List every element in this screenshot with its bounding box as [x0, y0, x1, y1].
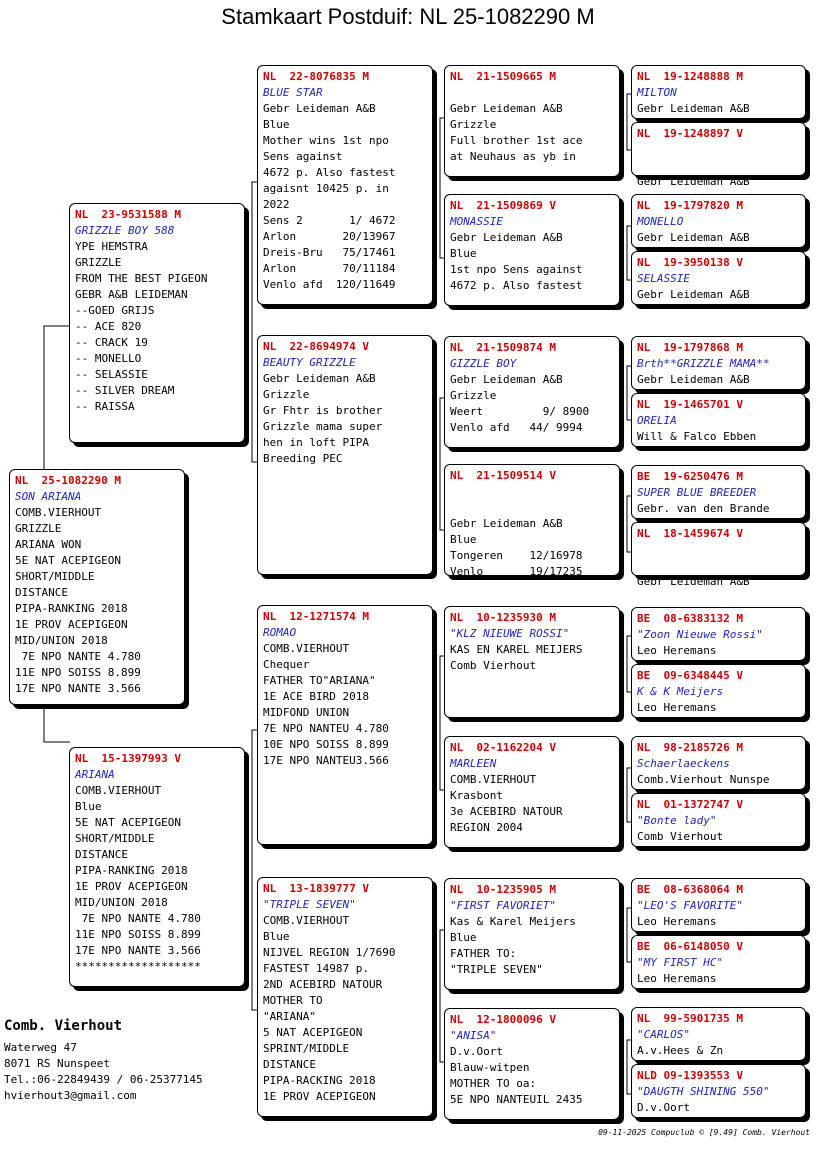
ring-number: BE 19-6250476 M — [637, 470, 743, 483]
pigeon-info-line: Tongeren 12/16978 — [450, 549, 583, 562]
ring-number: NL 12-1271574 M — [263, 610, 369, 623]
pigeon-card-sdd[interactable] — [444, 464, 620, 576]
pigeon-card-dam-sire[interactable] — [257, 605, 433, 845]
pigeon-info-line: Will & Falco Ebben — [637, 430, 757, 443]
pigeon-info-line: 5 NAT ACEPIGEON — [263, 1026, 363, 1039]
owner-email[interactable]: hvierhout3@gmail.com — [4, 1089, 137, 1102]
owner-name: Comb. Vierhout — [4, 1018, 123, 1034]
owner-address-line: 8071 RS Nunspeet — [4, 1057, 110, 1070]
pigeon-name: "TRIPLE SEVEN" — [263, 898, 356, 911]
ring-number: NL 19-1248888 M — [637, 70, 743, 83]
pigeon-info-line: Blauw-witpen — [450, 1061, 530, 1074]
pigeon-info-line: Leo Heremans — [637, 701, 717, 714]
pigeon-info-line: 17E NPO NANTE 3.566 — [75, 944, 201, 957]
ring-number: NL 25-1082290 M — [15, 474, 121, 487]
pigeon-info-line: GRIZZLE — [75, 256, 122, 269]
pigeon-info-line: Breeding PEC — [263, 452, 343, 465]
pigeon-info-line: Gebr Leideman A&B — [450, 517, 563, 530]
pigeon-info-line: Venlo 19/17235 — [450, 565, 583, 578]
pigeon-name: Schaerlaeckens — [637, 757, 730, 770]
pigeon-name: SON ARIANA — [15, 490, 82, 503]
pigeon-info-line: -- SELASSIE — [75, 368, 148, 381]
ring-number: NL 19-1465701 V — [637, 398, 743, 411]
pigeon-name: ROMAO — [263, 626, 297, 639]
pigeon-info-line: MID/UNION 2018 — [75, 896, 168, 909]
pigeon-card-g15[interactable] — [631, 1007, 806, 1061]
ring-number: NL 19-1248897 V — [637, 127, 743, 140]
pigeon-info-line: "ARIANA" — [263, 1010, 316, 1023]
pigeon-info-line: Grizzle — [450, 389, 497, 402]
pigeon-info-line: Grizzle mama super — [263, 420, 383, 433]
pigeon-info-line: Sens against — [263, 150, 343, 163]
pigeon-info-line: Grizzle — [450, 118, 497, 131]
pigeon-card-g12[interactable] — [631, 793, 806, 847]
pigeon-info-line: 7E NPO NANTE 4.780 — [15, 650, 141, 663]
pigeon-name: K & K Meijers — [637, 685, 724, 698]
pigeon-name: MARLEEN — [450, 757, 497, 770]
pigeon-card-g6[interactable] — [631, 393, 806, 447]
pigeon-info-line: Blue — [75, 800, 102, 813]
pigeon-name — [450, 484, 614, 500]
pigeon-info-line: 7E NPO NANTEU 4.780 — [263, 722, 389, 735]
pigeon-info-line: 7E NPO NANTE 4.780 — [75, 912, 201, 925]
pigeon-info-line: DISTANCE — [15, 586, 68, 599]
pigeon-info-line: 1E ACE BIRD 2018 — [263, 690, 369, 703]
pigeon-name: Brth**GRIZZLE MAMA** — [637, 357, 770, 370]
pigeon-card-dam-dam[interactable] — [257, 877, 433, 1117]
pigeon-info-line: Gebr Leideman A&B — [637, 373, 750, 386]
pigeon-info-line: Blue — [450, 247, 477, 260]
pigeon-info-line: -- RAISSA — [75, 400, 135, 413]
owner-address-line: Waterweg 47 — [4, 1041, 77, 1054]
footer-info: 09-11-2025 Compuclub © [9.49] Comb. Vierhout — [598, 1128, 810, 1137]
pigeon-info-line: 5E NPO NANTEUIL 2435 — [450, 1093, 583, 1106]
owner-phone: Tel.:06-22849439 / 06-25377145 — [4, 1073, 203, 1086]
pigeon-info-line: Sens 2 1/ 4672 — [263, 214, 396, 227]
pigeon-info-line: PIPA-RANKING 2018 — [15, 602, 128, 615]
pigeon-info-line: 17E NPO NANTE 3.566 — [15, 682, 141, 695]
pigeon-info-line — [637, 558, 800, 574]
pigeon-info-line: Gebr Leideman A&B — [637, 288, 750, 301]
pigeon-card-sss[interactable] — [444, 65, 620, 177]
pigeon-info-line: 1st npo Sens against — [450, 263, 583, 276]
pigeon-name: "CARLOS" — [637, 1028, 690, 1041]
owner-block — [4, 1018, 203, 1104]
ring-number: NL 19-3950138 V — [637, 256, 743, 269]
ring-number: NL 01-1372747 V — [637, 798, 743, 811]
pigeon-card-dds[interactable] — [444, 878, 620, 990]
pigeon-name: "Bonte lady" — [637, 814, 717, 827]
pigeon-card-sds[interactable] — [444, 336, 620, 448]
pigeon-name: "Zoon Nieuwe Rossi" — [637, 628, 763, 641]
pigeon-info-line: COMB.VIERHOUT — [75, 784, 162, 797]
pigeon-name: "KLZ NIEUWE ROSSI" — [450, 627, 570, 640]
pigeon-info-line: REGION 2004 — [450, 821, 523, 834]
pigeon-card-g5[interactable] — [631, 336, 806, 390]
pigeon-card-g4[interactable] — [631, 251, 806, 305]
pigeon-info-line: 11E NPO SOISS 8.899 — [75, 928, 201, 941]
pigeon-info-line: 2ND ACEBIRD NATOUR — [263, 978, 383, 991]
pigeon-name: ARIANA — [75, 768, 115, 781]
pigeon-info-line: Arlon 70/11184 — [263, 262, 396, 275]
pigeon-info-line: Leo Heremans — [637, 972, 717, 985]
ring-number: NLD 09-1393553 V — [637, 1069, 743, 1082]
pigeon-info-line: FROM THE BEST PIGEON — [75, 272, 208, 285]
page-title: Stamkaart Postduif: NL 25-1082290 M — [221, 4, 595, 29]
pigeon-name: ORELIA — [637, 414, 677, 427]
pigeon-card-g16[interactable] — [631, 1064, 806, 1118]
pigeon-info-line: Gebr Leideman A&B — [637, 102, 750, 115]
pigeon-info-line: Comb Vierhout — [637, 830, 724, 843]
pigeon-info-line: hen in loft PIPA — [263, 436, 369, 449]
pigeon-info-line: D.v.Oort — [450, 1045, 503, 1058]
pigeon-info-line: Gebr Leideman A&B — [637, 575, 750, 588]
pigeon-name: GRIZZLE BOY 588 — [75, 224, 175, 237]
pigeon-name: MILTON — [637, 86, 677, 99]
pigeon-info-line: 4672 p. Also fastest — [450, 279, 583, 292]
pigeon-info-line: SHORT/MIDDLE — [15, 570, 95, 583]
pigeon-card-dsd[interactable] — [444, 736, 620, 848]
pigeon-info-line: Blue — [450, 931, 477, 944]
pigeon-info-line: Mother wins 1st npo — [263, 134, 389, 147]
pigeon-info-line: Gebr Leideman A&B — [450, 231, 563, 244]
pigeon-info-line: Venlo afd 120/11649 — [263, 278, 396, 291]
pigeon-info-line: NIJVEL REGION 1/7690 — [263, 946, 396, 959]
ring-number: NL 21-1509514 V — [450, 469, 556, 482]
pigeon-card-g3[interactable] — [631, 194, 806, 248]
pigeon-info-line: SPRINT/MIDDLE — [263, 1042, 350, 1055]
pigeon-info-line: DISTANCE — [75, 848, 128, 861]
pigeon-card-ddd[interactable] — [444, 1008, 620, 1120]
pigeon-info-line: Gebr Leideman A&B — [637, 231, 750, 244]
pigeon-info-line: MIDFOND UNION — [263, 706, 350, 719]
pigeon-info-line: COMB.VIERHOUT — [450, 773, 537, 786]
pigeon-info-line: --GOED GRIJS — [75, 304, 155, 317]
pigeon-info-line: -- MONELLO — [75, 352, 142, 365]
ring-number: BE 08-6383132 M — [637, 612, 743, 625]
pigeon-card-g11[interactable] — [631, 736, 806, 790]
pigeon-info-line: PIPA-RANKING 2018 — [75, 864, 188, 877]
pigeon-info-line: Leo Heremans — [637, 915, 717, 928]
pigeon-info-line: D.v.Oort — [637, 1101, 690, 1114]
ring-number: NL 21-1509869 V — [450, 199, 556, 212]
pigeon-info-line: Gebr Leideman A&B — [263, 102, 376, 115]
pigeon-info-line: 17E NPO NANTEU3.566 — [263, 754, 389, 767]
pigeon-info-line: -- SILVER DREAM — [75, 384, 175, 397]
pigeon-info-line: FATHER TO: — [450, 947, 517, 960]
pigeon-info-line: -- CRACK 19 — [75, 336, 148, 349]
pigeon-name: "ANISA" — [450, 1029, 497, 1042]
pigeon-info-line: 1E PROV ACEPIGEON — [15, 618, 128, 631]
pigeon-info-line: Gebr Leideman A&B — [450, 102, 563, 115]
pigeon-info-line: Arlon 20/13967 — [263, 230, 396, 243]
pigeon-info-line: SHORT/MIDDLE — [75, 832, 155, 845]
pigeon-info-line: Full brother 1st ace — [450, 134, 583, 147]
pigeon-info-line: Comb.Vierhout Nunspe — [637, 773, 770, 786]
pigeon-info-line: ARIANA WON — [15, 538, 82, 551]
pigeon-info-line: MOTHER TO oa: — [450, 1077, 537, 1090]
pigeon-name: SUPER BLUE BREEDER — [637, 486, 757, 499]
pigeon-card-dam[interactable] — [69, 747, 245, 987]
pigeon-info-line: Gebr Leideman A&B — [637, 175, 750, 188]
pigeon-info-line: Krasbont — [450, 789, 503, 802]
ring-number: BE 06-6148050 V — [637, 940, 743, 953]
pigeon-info-line: Gebr Leideman A&B — [450, 373, 563, 386]
pigeon-info-line: GEBR A&B LEIDEMAN — [75, 288, 188, 301]
pigeon-info-line: MID/UNION 2018 — [15, 634, 108, 647]
pigeon-card-g7[interactable] — [631, 465, 806, 519]
pigeon-info-line: "TRIPLE SEVEN" — [450, 963, 543, 976]
pigeon-card-g14[interactable] — [631, 935, 806, 989]
pigeon-info-line: 10E NPO SOISS 8.899 — [263, 738, 389, 751]
pigeon-info-line: 3e ACEBIRD NATOUR — [450, 805, 563, 818]
pigeon-card-g10[interactable] — [631, 664, 806, 718]
pigeon-info-line: COMB.VIERHOUT — [263, 642, 350, 655]
pigeon-info-line: Comb Vierhout — [450, 659, 537, 672]
ring-number: NL 12-1800096 V — [450, 1013, 556, 1026]
pigeon-name: SELASSIE — [637, 272, 690, 285]
pigeon-info-line: 1E PROV ACEPIGEON — [263, 1090, 376, 1103]
pigeon-info-line: COMB.VIERHOUT — [15, 506, 102, 519]
pigeon-info-line: MOTHER TO — [263, 994, 323, 1007]
pigeon-name — [637, 142, 800, 158]
pigeon-info-line: agaisnt 10425 p. in — [263, 182, 389, 195]
pigeon-name: BLUE STAR — [263, 86, 323, 99]
pigeon-name — [637, 542, 800, 558]
pigeon-info-line: Gebr. van den Brande — [637, 502, 770, 515]
pigeon-info-line: DISTANCE — [263, 1058, 316, 1071]
pigeon-info-line: Leo Heremans — [637, 644, 717, 657]
ring-number: BE 09-6348445 V — [637, 669, 743, 682]
pigeon-name: "MY FIRST HC" — [637, 956, 724, 969]
pigeon-info-line: -- ACE 820 — [75, 320, 142, 333]
pigeon-info-line: 1E PROV ACEPIGEON — [75, 880, 188, 893]
pigeon-name: "LEO'S FAVORITE" — [637, 899, 743, 912]
ring-number: NL 15-1397993 V — [75, 752, 181, 765]
pigeon-info-line — [450, 500, 614, 516]
pigeon-info-line: Dreis-Bru 75/17461 — [263, 246, 396, 259]
pigeon-info-line: Grizzle — [263, 388, 310, 401]
pigeon-info-line: Blue — [450, 533, 477, 546]
pigeon-card-g2[interactable] — [631, 122, 806, 188]
pigeon-info-line: 2022 — [263, 198, 290, 211]
pigeon-name: MONASSIE — [450, 215, 503, 228]
pigeon-info-line: Gebr Leideman A&B — [263, 372, 376, 385]
ring-number: NL 02-1162204 V — [450, 741, 556, 754]
pigeon-card-dss[interactable] — [444, 606, 620, 718]
pigeon-info-line: YPE HEMSTRA — [75, 240, 148, 253]
pigeon-info-line: Blue — [263, 930, 290, 943]
pigeon-name: GIZZLE BOY — [450, 357, 517, 370]
pigeon-card-sire-sire[interactable] — [257, 65, 433, 305]
pigeon-info-line: 5E NAT ACEPIGEON — [15, 554, 121, 567]
ring-number: NL 10-1235930 M — [450, 611, 556, 624]
pigeon-info-line: 11E NPO SOISS 8.899 — [15, 666, 141, 679]
ring-number: NL 22-8694974 V — [263, 340, 369, 353]
pigeon-info-line: Blue — [263, 118, 290, 131]
ring-number: NL 23-9531588 M — [75, 208, 181, 221]
pigeon-name: BEAUTY GRIZZLE — [263, 356, 356, 369]
pigeon-info-line: Weert 9/ 8900 — [450, 405, 590, 418]
pigeon-card-g13[interactable] — [631, 878, 806, 932]
pigeon-card-g9[interactable] — [631, 607, 806, 661]
ring-number: NL 18-1459674 V — [637, 527, 743, 540]
pigeon-info-line: FASTEST 14987 p. — [263, 962, 369, 975]
pigeon-card-ssd[interactable] — [444, 194, 620, 306]
ring-number: NL 21-1509874 M — [450, 341, 556, 354]
ring-number: NL 13-1839777 V — [263, 882, 369, 895]
pigeon-info-line: ******************* — [75, 960, 201, 973]
pigeon-name — [450, 85, 614, 101]
pigeon-info-line: GRIZZLE — [15, 522, 62, 535]
ring-number: NL 10-1235905 M — [450, 883, 556, 896]
pigeon-card-sire-dam[interactable] — [257, 335, 433, 575]
pigeon-info-line: 4672 p. Also fastest — [263, 166, 396, 179]
pigeon-info-line: Venlo afd 44/ 9994 — [450, 421, 583, 434]
pigeon-info-line: 5E NAT ACEPIGEON — [75, 816, 181, 829]
pigeon-info-line: PIPA-RACKING 2018 — [263, 1074, 376, 1087]
pigeon-card-subject[interactable] — [9, 469, 185, 705]
ring-number: NL 19-1797868 M — [637, 341, 743, 354]
pigeon-info-line: at Neuhaus as yb in — [450, 150, 576, 163]
pigeon-info-line: FATHER TO"ARIANA" — [263, 674, 376, 687]
pigeon-info-line: KAS EN KAREL MEIJERS — [450, 643, 583, 656]
ring-number: NL 98-2185726 M — [637, 741, 743, 754]
pigeon-info-line — [637, 158, 800, 174]
pigeon-info-line: Chequer — [263, 658, 310, 671]
ring-number: NL 21-1509665 M — [450, 70, 556, 83]
ring-number: BE 08-6368064 M — [637, 883, 743, 896]
pigeon-name: "DAUGTH SHINING 550" — [637, 1085, 770, 1098]
pigeon-info-line: Kas & Karel Meijers — [450, 915, 576, 928]
pigeon-name: MONELLO — [637, 215, 684, 228]
pigeon-name: "FIRST FAVORIET" — [450, 899, 556, 912]
ring-number: NL 99-5901735 M — [637, 1012, 743, 1025]
pigeon-card-g8[interactable] — [631, 522, 806, 588]
pigeon-info-line: Gr Fhtr is brother — [263, 404, 383, 417]
pigeon-card-g1[interactable] — [631, 65, 806, 119]
ring-number: NL 19-1797820 M — [637, 199, 743, 212]
ring-number: NL 22-8076835 M — [263, 70, 369, 83]
pigeon-card-sire[interactable] — [69, 203, 245, 443]
pigeon-info-line: COMB.VIERHOUT — [263, 914, 350, 927]
pigeon-info-line: A.v.Hees & Zn — [637, 1044, 724, 1057]
